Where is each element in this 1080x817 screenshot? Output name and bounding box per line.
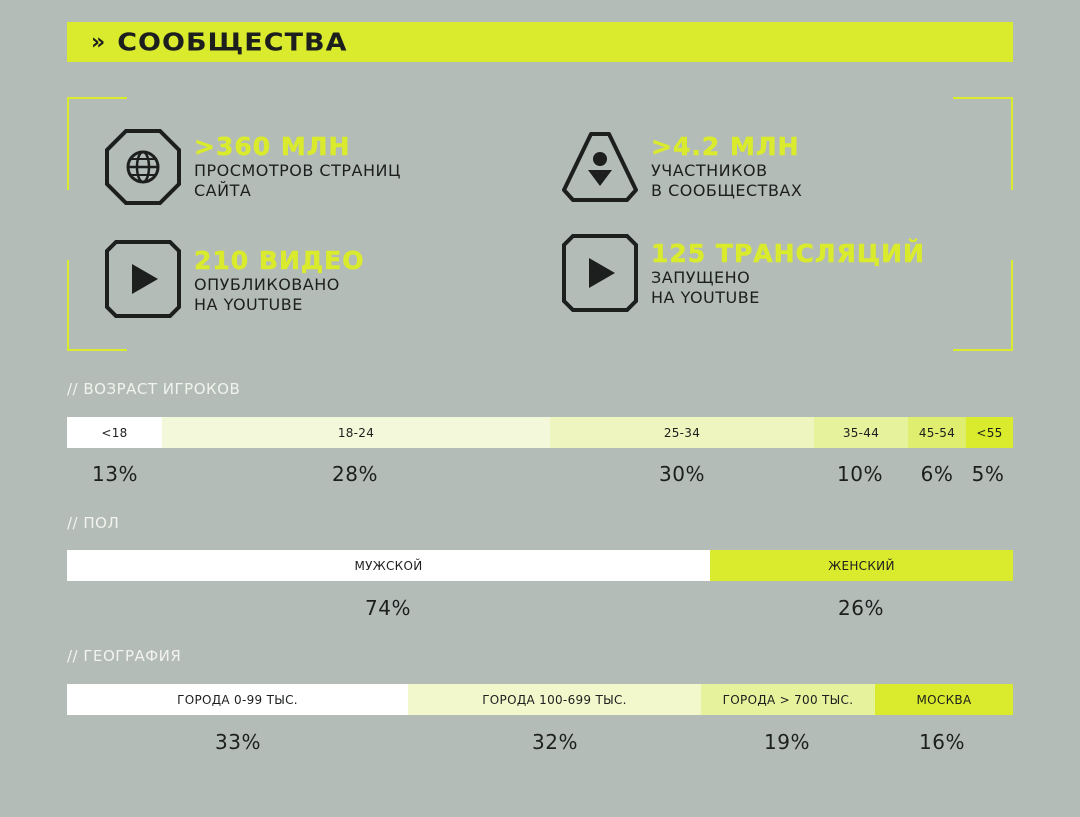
geo-percent: 16%	[919, 730, 965, 754]
stat-value: 125 ТРАНСЛЯЦИЙ	[651, 239, 925, 268]
age-percent: 10%	[837, 462, 883, 486]
geo-section-title: // ГЕОГРАФИЯ	[67, 647, 182, 665]
stat-members	[561, 128, 802, 206]
frame-right	[953, 97, 1013, 351]
age-segment: <18	[67, 417, 162, 448]
geo-percent: 33%	[215, 730, 261, 754]
gender-section-title: // ПОЛ	[67, 514, 120, 532]
globe-icon	[104, 128, 182, 206]
gender-bar	[67, 550, 1013, 581]
user-icon	[561, 128, 639, 206]
geo-bar	[67, 684, 1013, 715]
page-title: СООБЩЕСТВА	[117, 27, 348, 57]
age-segment: 18-24	[162, 417, 550, 448]
stat-value: 210 ВИДЕО	[194, 246, 365, 275]
stat-streams	[561, 234, 925, 312]
age-bar	[67, 417, 1013, 448]
play-icon	[104, 240, 182, 318]
gender-segment: МУЖСКОЙ	[67, 550, 710, 581]
age-percent: 5%	[971, 462, 1005, 486]
double-chevron-icon: »	[91, 29, 104, 55]
age-percent: 6%	[920, 462, 954, 486]
age-percent: 30%	[659, 462, 705, 486]
geo-segment: ГОРОДА > 700 ТЫС.	[701, 684, 875, 715]
stat-label-line1: ОПУБЛИКОВАНО	[194, 275, 340, 294]
age-percent: 13%	[92, 462, 138, 486]
stat-label-line1: УЧАСТНИКОВ	[651, 161, 768, 180]
geo-percent: 19%	[764, 730, 810, 754]
play-icon	[561, 234, 639, 312]
age-segment: 45-54	[908, 417, 966, 448]
age-segment: 35-44	[814, 417, 908, 448]
gender-percent: 26%	[838, 596, 884, 620]
geo-segment: ГОРОДА 100-699 ТЫС.	[408, 684, 701, 715]
geo-segment: ГОРОДА 0-99 ТЫС.	[67, 684, 408, 715]
stat-page-views	[104, 128, 401, 206]
stat-label-line1: ПРОСМОТРОВ СТРАНИЦ	[194, 161, 401, 180]
stat-label-line1: ЗАПУЩЕНО	[651, 268, 751, 287]
stat-label-line2: НА YOUTUBE	[194, 295, 303, 314]
stat-value: >360 МЛН	[194, 132, 351, 161]
stat-label-line2: В СООБЩЕСТВАХ	[651, 181, 803, 200]
age-percent: 28%	[332, 462, 378, 486]
stat-videos	[104, 240, 364, 318]
stat-value: >4.2 МЛН	[651, 132, 800, 161]
age-segment: 25-34	[550, 417, 814, 448]
gender-percent: 74%	[365, 596, 411, 620]
geo-segment: МОСКВА	[875, 684, 1013, 715]
stat-label-line2: НА YOUTUBE	[651, 288, 760, 307]
age-segment: <55	[966, 417, 1013, 448]
geo-percent: 32%	[532, 730, 578, 754]
section-header	[67, 22, 1013, 62]
age-section-title: // ВОЗРАСТ ИГРОКОВ	[67, 380, 241, 398]
gender-segment: ЖЕНСКИЙ	[710, 550, 1013, 581]
stat-label-line2: САЙТА	[194, 181, 252, 200]
